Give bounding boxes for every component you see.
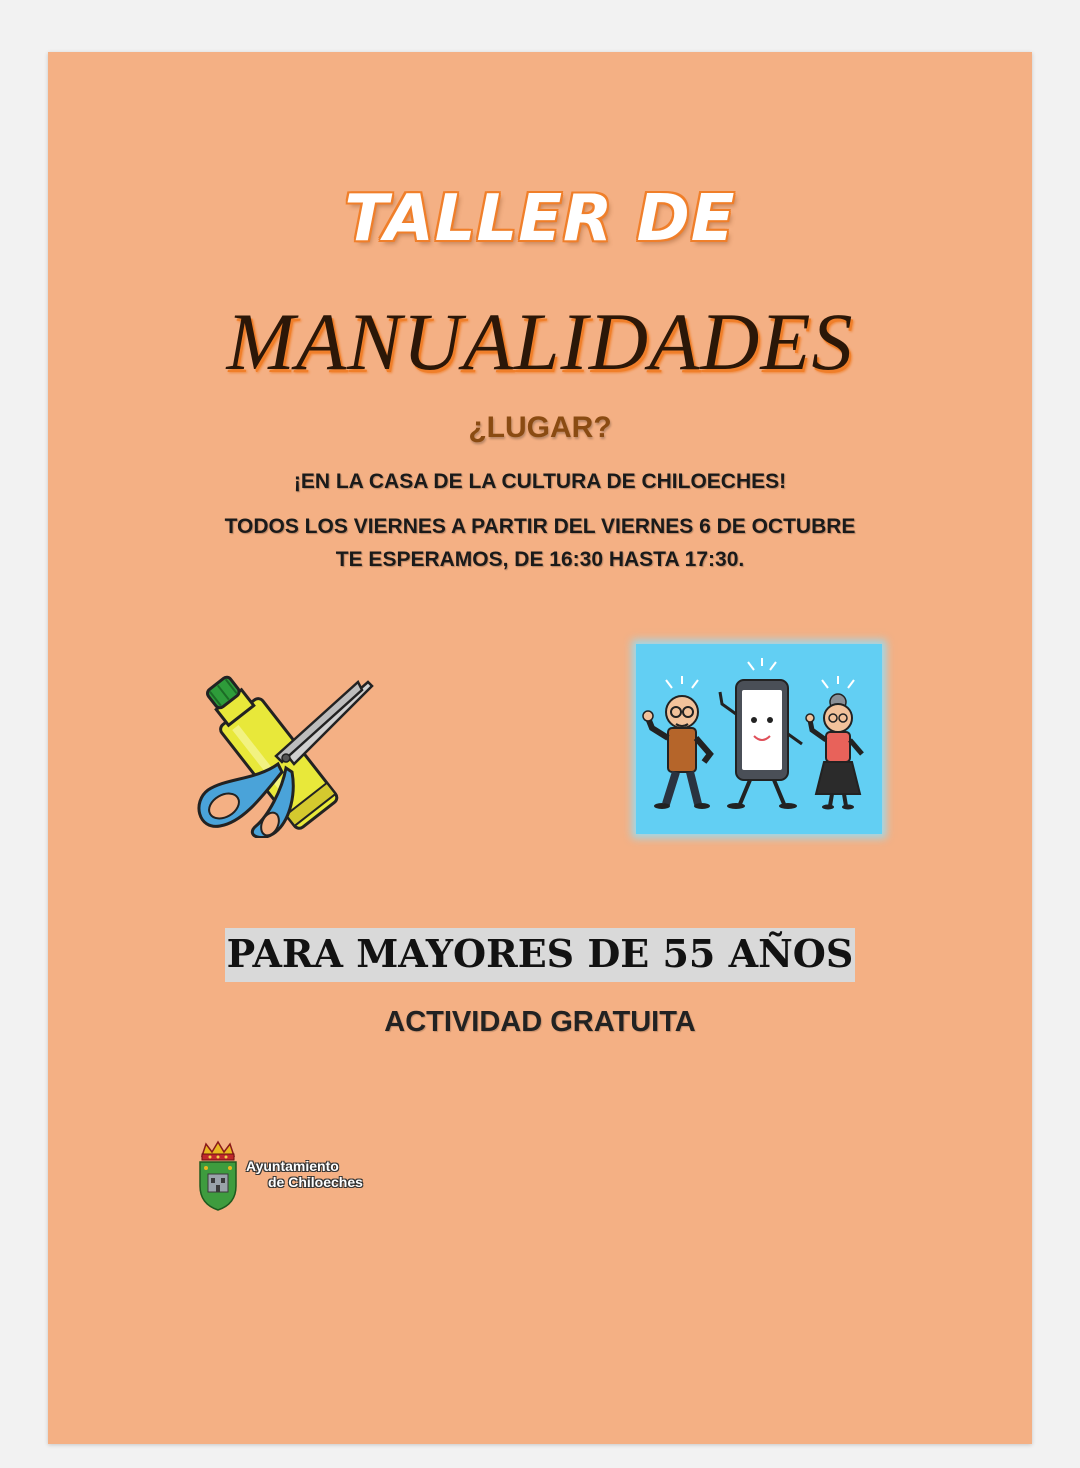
title-line-1: TALLER DE <box>344 182 736 256</box>
title-line-2: MANUALIDADES <box>226 296 854 387</box>
glue-and-scissors-icon <box>186 668 376 838</box>
coat-of-arms-icon <box>196 1140 240 1212</box>
municipal-logo <box>196 1140 416 1212</box>
free-activity-label: ACTIVIDAD GRATUITA <box>384 1006 696 1038</box>
logo-line-1: Ayuntamiento <box>246 1158 339 1174</box>
audience-banner-wrap <box>0 928 1080 982</box>
location-question: ¿LUGAR? <box>468 411 612 444</box>
schedule-line-1: TODOS LOS VIERNES A PARTIR DEL VIERNES 6 DE OCTUBRE <box>224 515 856 538</box>
municipality-name <box>246 1158 363 1190</box>
schedule-line-2: TE ESPERAMOS, DE 16:30 HASTA 17:30. <box>335 548 745 571</box>
location-text: ¡EN LA CASA DE LA CULTURA DE CHILOECHES! <box>293 470 787 493</box>
logo-line-2: de Chiloeches <box>268 1174 363 1190</box>
audience-banner: PARA MAYORES DE 55 AÑOS <box>225 928 856 982</box>
seniors-with-smartphone-icon <box>636 644 882 834</box>
